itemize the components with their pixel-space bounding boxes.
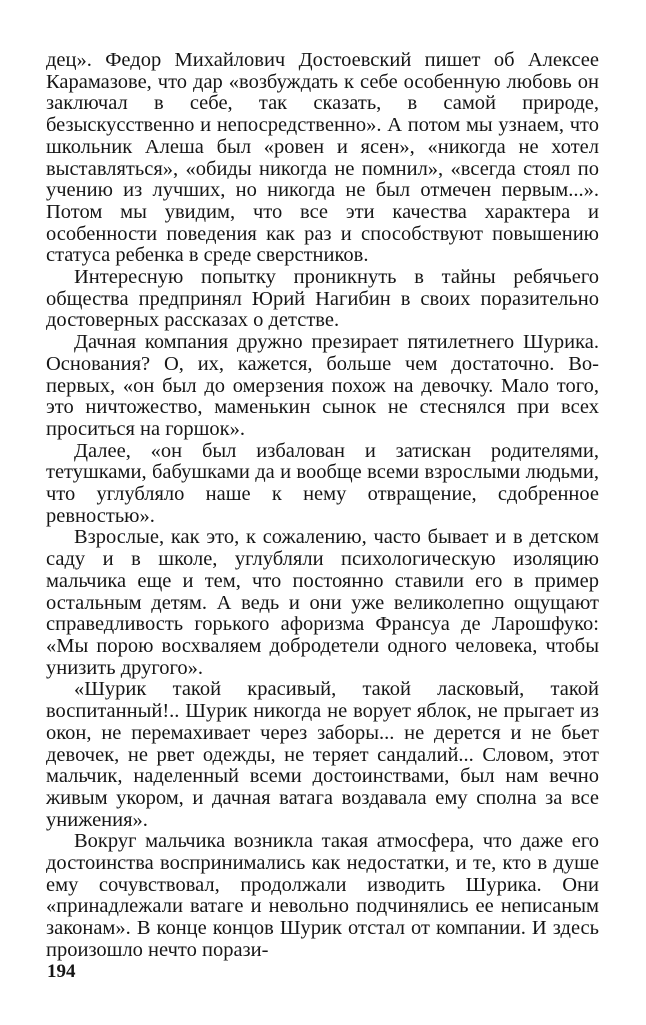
paragraph-nagibin-intro: Интересную попытку проникнуть в тайны ребячьего общества предпринял Юрий Нагибин в своих поразительно достоверных рассказах о детстве. <box>46 266 599 332</box>
paragraph-dacha-company: Дачная компания дружно презирает пятилетнего Шурика. Основания? О, их, кажется, больше чем достаточно. Во-первых, «он был до омерзения похож на девочку. Мало того, это ничтожество, маменькин сынок не стеснялся при всех проситься на горшок». <box>46 331 599 440</box>
page-number: 194 <box>47 961 76 982</box>
paragraph-atmosphere: Вокруг мальчика возникла такая атмосфера, что даже его достоинства воспринимались как недостатки, и те, кто в душе ему сочувствовал, продолжали изводить Шурика. Они «принадлежали ватаге и невольно подчинялись ее неписаным законам». В конце концов Шурик отстал от компании. И здесь произошло нечто порази- <box>46 830 599 961</box>
paragraph-continuation: дец». Федор Михайлович Достоевский пишет об Алексее Карамазове, что дар «возбуждать к себе особенную любовь он заключал в себе, так сказать, в самой природе, безыскусственно и непосредственно». А потом мы узнаем, что школьник Алеша был «ровен и ясен», «никогда не хотел выставляться», «обиды никогда не помнил», «всегда стоял по учению из лучших, но никогда не был отмечен первым...». Потом мы увидим, что все эти качества характера и особенности поведения как раз и способствуют повышению статуса ребенка в среде сверстников. <box>46 49 599 267</box>
paragraph-quote-shurik: «Шурик такой красивый, такой ласковый, такой воспитанный!.. Шурик никогда не ворует яблок, не прыгает из окон, не перемахивает через заборы... не дерется и не бьет девочек, не рвет одежды, не теряет сандалий... Словом, этот мальчик, наделенный всеми достоинствами, был нам вечно живым укором, и дачная ватага воздавала ему сполна за все унижения». <box>46 678 599 831</box>
page-body <box>46 50 599 962</box>
paragraph-spoiled: Далее, «он был избалован и затискан родителями, тетушками, бабушками да и вообще всеми взрослыми людьми, что углубляло наше к нему отвращение, сдобренное ревностью». <box>46 439 599 527</box>
paragraph-adults: Взрослые, как это, к сожалению, часто бывает и в детском саду и в школе, углубляли психологическую изоляцию мальчика еще и тем, что постоянно ставили его в пример остальным детям. А ведь и они уже великолепно ощущают справедливость горького афоризма Франсуа де Ларошфуко: «Мы порою восхваляем добродетели одного человека, чтобы унизить другого». <box>46 526 599 679</box>
